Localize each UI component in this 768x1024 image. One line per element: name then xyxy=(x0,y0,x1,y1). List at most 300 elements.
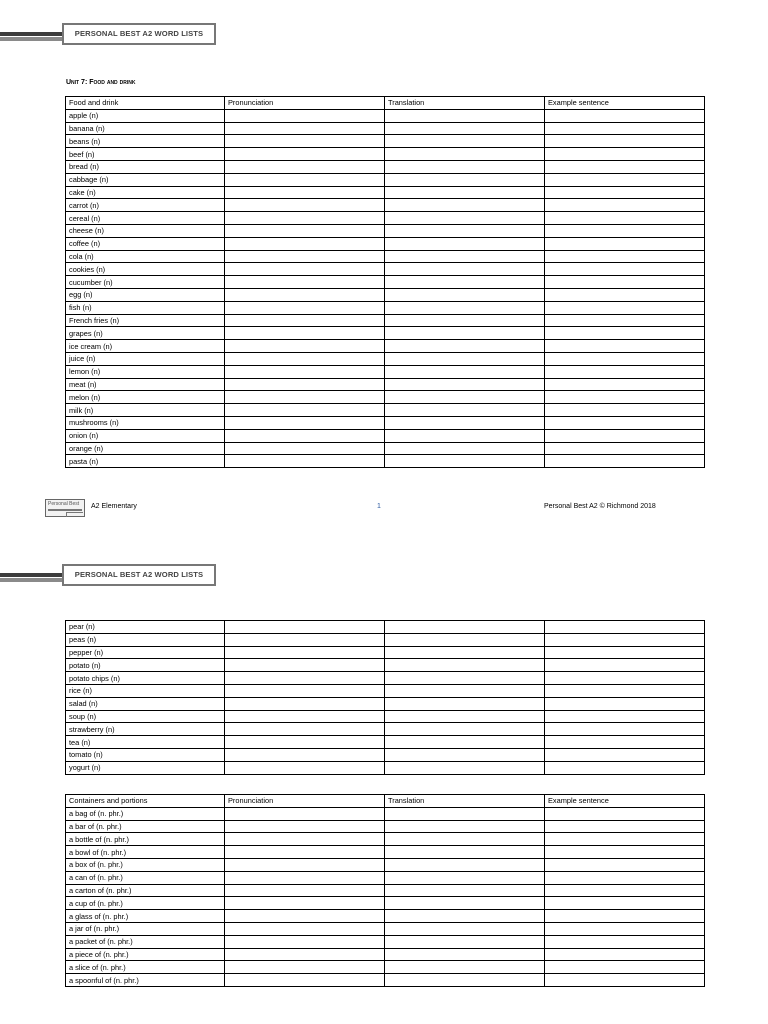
column-header: Containers and portions xyxy=(66,795,225,808)
translation-cell[interactable] xyxy=(385,961,545,974)
translation-cell[interactable] xyxy=(385,301,545,314)
pronunciation-cell[interactable] xyxy=(225,723,385,736)
pronunciation-cell[interactable] xyxy=(225,442,385,455)
translation-cell[interactable] xyxy=(385,212,545,225)
column-header: Food and drink xyxy=(66,97,225,110)
word-cell: strawberry (n) xyxy=(66,723,225,736)
header-title: PERSONAL BEST A2 WORD LISTS xyxy=(62,564,216,586)
table-row xyxy=(66,135,705,148)
pronunciation-cell[interactable] xyxy=(225,710,385,723)
example-sentence-cell[interactable] xyxy=(545,263,705,276)
word-cell: tea (n) xyxy=(66,736,225,749)
translation-cell[interactable] xyxy=(385,974,545,987)
pronunciation-cell[interactable] xyxy=(225,948,385,961)
pronunciation-cell[interactable] xyxy=(225,173,385,186)
table-row xyxy=(66,404,705,417)
table-row xyxy=(66,173,705,186)
word-cell: salad (n) xyxy=(66,697,225,710)
page-footer xyxy=(0,497,768,521)
table-row xyxy=(66,833,705,846)
example-sentence-cell[interactable] xyxy=(545,199,705,212)
footer-level: A2 Elementary xyxy=(91,503,137,510)
pronunciation-cell[interactable] xyxy=(225,621,385,634)
example-sentence-cell[interactable] xyxy=(545,237,705,250)
translation-cell[interactable] xyxy=(385,922,545,935)
pronunciation-cell[interactable] xyxy=(225,846,385,859)
word-cell: potato (n) xyxy=(66,659,225,672)
word-cell: a bottle of (n. phr.) xyxy=(66,833,225,846)
pronunciation-cell[interactable] xyxy=(225,314,385,327)
translation-cell[interactable] xyxy=(385,173,545,186)
pronunciation-cell[interactable] xyxy=(225,288,385,301)
translation-cell[interactable] xyxy=(385,736,545,749)
example-sentence-cell[interactable] xyxy=(545,455,705,468)
pronunciation-cell[interactable] xyxy=(225,212,385,225)
translation-cell[interactable] xyxy=(385,352,545,365)
pronunciation-cell[interactable] xyxy=(225,301,385,314)
translation-cell[interactable] xyxy=(385,858,545,871)
pronunciation-cell[interactable] xyxy=(225,807,385,820)
table-header-row xyxy=(66,795,705,808)
table-row xyxy=(66,288,705,301)
column-header: Pronunciation xyxy=(225,795,385,808)
table-row xyxy=(66,429,705,442)
table-row xyxy=(66,199,705,212)
example-sentence-cell[interactable] xyxy=(545,761,705,774)
table-row xyxy=(66,736,705,749)
word-cell: cake (n) xyxy=(66,186,225,199)
example-sentence-cell[interactable] xyxy=(545,961,705,974)
table-row xyxy=(66,122,705,135)
page1-header xyxy=(0,23,216,45)
example-sentence-cell[interactable] xyxy=(545,697,705,710)
example-sentence-cell[interactable] xyxy=(545,352,705,365)
word-cell: cookies (n) xyxy=(66,263,225,276)
pronunciation-cell[interactable] xyxy=(225,391,385,404)
example-sentence-cell[interactable] xyxy=(545,391,705,404)
translation-cell[interactable] xyxy=(385,761,545,774)
translation-cell[interactable] xyxy=(385,276,545,289)
table-row xyxy=(66,935,705,948)
pronunciation-cell[interactable] xyxy=(225,250,385,263)
pronunciation-cell[interactable] xyxy=(225,429,385,442)
logo-line xyxy=(48,509,82,511)
word-cell: ice cream (n) xyxy=(66,340,225,353)
word-cell: a box of (n. phr.) xyxy=(66,858,225,871)
page2-header xyxy=(0,564,216,586)
table-row xyxy=(66,263,705,276)
translation-cell[interactable] xyxy=(385,148,545,161)
translation-cell[interactable] xyxy=(385,327,545,340)
pronunciation-cell[interactable] xyxy=(225,858,385,871)
table-row xyxy=(66,820,705,833)
translation-cell[interactable] xyxy=(385,109,545,122)
example-sentence-cell[interactable] xyxy=(545,897,705,910)
example-sentence-cell[interactable] xyxy=(545,224,705,237)
translation-cell[interactable] xyxy=(385,160,545,173)
translation-cell[interactable] xyxy=(385,224,545,237)
word-cell: a bar of (n. phr.) xyxy=(66,820,225,833)
word-cell: yogurt (n) xyxy=(66,761,225,774)
translation-cell[interactable] xyxy=(385,884,545,897)
translation-cell[interactable] xyxy=(385,404,545,417)
pronunciation-cell[interactable] xyxy=(225,974,385,987)
table-row xyxy=(66,455,705,468)
word-cell: potato chips (n) xyxy=(66,672,225,685)
pronunciation-cell[interactable] xyxy=(225,922,385,935)
food-and-drink-table xyxy=(65,96,705,468)
translation-cell[interactable] xyxy=(385,455,545,468)
pronunciation-cell[interactable] xyxy=(225,276,385,289)
translation-cell[interactable] xyxy=(385,135,545,148)
pronunciation-cell[interactable] xyxy=(225,684,385,697)
footer-copyright: Personal Best A2 © Richmond 2018 xyxy=(544,503,656,510)
unit-title: Unit 7: Food and drink xyxy=(66,79,136,86)
pronunciation-cell[interactable] xyxy=(225,736,385,749)
table-row xyxy=(66,897,705,910)
example-sentence-cell[interactable] xyxy=(545,871,705,884)
table-row xyxy=(66,391,705,404)
table-row xyxy=(66,212,705,225)
translation-cell[interactable] xyxy=(385,748,545,761)
example-sentence-cell[interactable] xyxy=(545,858,705,871)
pronunciation-cell[interactable] xyxy=(225,378,385,391)
translation-cell[interactable] xyxy=(385,948,545,961)
pronunciation-cell[interactable] xyxy=(225,871,385,884)
word-cell: pepper (n) xyxy=(66,646,225,659)
word-cell: French fries (n) xyxy=(66,314,225,327)
table-row xyxy=(66,301,705,314)
translation-cell[interactable] xyxy=(385,935,545,948)
example-sentence-cell[interactable] xyxy=(545,736,705,749)
word-cell: rice (n) xyxy=(66,684,225,697)
word-cell: a bowl of (n. phr.) xyxy=(66,846,225,859)
pronunciation-cell[interactable] xyxy=(225,748,385,761)
example-sentence-cell[interactable] xyxy=(545,250,705,263)
word-cell: a cup of (n. phr.) xyxy=(66,897,225,910)
pronunciation-cell[interactable] xyxy=(225,897,385,910)
table-row xyxy=(66,365,705,378)
table-row xyxy=(66,748,705,761)
translation-cell[interactable] xyxy=(385,186,545,199)
word-cell: onion (n) xyxy=(66,429,225,442)
column-header: Translation xyxy=(385,795,545,808)
page-number: 1 xyxy=(377,503,381,510)
table-row xyxy=(66,148,705,161)
table-row xyxy=(66,224,705,237)
pronunciation-cell[interactable] xyxy=(225,455,385,468)
word-cell: grapes (n) xyxy=(66,327,225,340)
word-cell: pasta (n) xyxy=(66,455,225,468)
containers-portions-table xyxy=(65,794,705,987)
translation-cell[interactable] xyxy=(385,365,545,378)
translation-cell[interactable] xyxy=(385,807,545,820)
translation-cell[interactable] xyxy=(385,871,545,884)
translation-cell[interactable] xyxy=(385,250,545,263)
table-row xyxy=(66,974,705,987)
example-sentence-cell[interactable] xyxy=(545,974,705,987)
pronunciation-cell[interactable] xyxy=(225,327,385,340)
table-row xyxy=(66,646,705,659)
example-sentence-cell[interactable] xyxy=(545,846,705,859)
table-row xyxy=(66,160,705,173)
table-row xyxy=(66,761,705,774)
pronunciation-cell[interactable] xyxy=(225,148,385,161)
translation-cell[interactable] xyxy=(385,199,545,212)
pronunciation-cell[interactable] xyxy=(225,135,385,148)
pronunciation-cell[interactable] xyxy=(225,935,385,948)
example-sentence-cell[interactable] xyxy=(545,684,705,697)
word-cell: juice (n) xyxy=(66,352,225,365)
word-cell: egg (n) xyxy=(66,288,225,301)
table-row xyxy=(66,684,705,697)
word-cell: peas (n) xyxy=(66,633,225,646)
table-row xyxy=(66,442,705,455)
table-row xyxy=(66,276,705,289)
table-row xyxy=(66,659,705,672)
translation-cell[interactable] xyxy=(385,820,545,833)
logo-text: Personal Best xyxy=(48,501,80,507)
translation-cell[interactable] xyxy=(385,684,545,697)
example-sentence-cell[interactable] xyxy=(545,109,705,122)
translation-cell[interactable] xyxy=(385,263,545,276)
example-sentence-cell[interactable] xyxy=(545,748,705,761)
logo-shape xyxy=(66,512,83,517)
example-sentence-cell[interactable] xyxy=(545,276,705,289)
word-cell: a can of (n. phr.) xyxy=(66,871,225,884)
example-sentence-cell[interactable] xyxy=(545,646,705,659)
word-cell: a slice of (n. phr.) xyxy=(66,961,225,974)
example-sentence-cell[interactable] xyxy=(545,122,705,135)
column-header: Translation xyxy=(385,97,545,110)
example-sentence-cell[interactable] xyxy=(545,160,705,173)
word-cell: a bag of (n. phr.) xyxy=(66,807,225,820)
pronunciation-cell[interactable] xyxy=(225,646,385,659)
pronunciation-cell[interactable] xyxy=(225,186,385,199)
example-sentence-cell[interactable] xyxy=(545,621,705,634)
pronunciation-cell[interactable] xyxy=(225,160,385,173)
translation-cell[interactable] xyxy=(385,442,545,455)
table-row xyxy=(66,633,705,646)
translation-cell[interactable] xyxy=(385,710,545,723)
word-cell: beans (n) xyxy=(66,135,225,148)
table-row xyxy=(66,250,705,263)
word-cell: cabbage (n) xyxy=(66,173,225,186)
pronunciation-cell[interactable] xyxy=(225,365,385,378)
food-continued-table xyxy=(65,620,705,775)
table-row xyxy=(66,910,705,923)
table-row xyxy=(66,871,705,884)
example-sentence-cell[interactable] xyxy=(545,659,705,672)
pronunciation-cell[interactable] xyxy=(225,199,385,212)
table-row xyxy=(66,807,705,820)
example-sentence-cell[interactable] xyxy=(545,633,705,646)
translation-cell[interactable] xyxy=(385,897,545,910)
example-sentence-cell[interactable] xyxy=(545,135,705,148)
translation-cell[interactable] xyxy=(385,340,545,353)
translation-cell[interactable] xyxy=(385,723,545,736)
example-sentence-cell[interactable] xyxy=(545,922,705,935)
translation-cell[interactable] xyxy=(385,633,545,646)
word-cell: pear (n) xyxy=(66,621,225,634)
word-cell: carrot (n) xyxy=(66,199,225,212)
word-cell: coffee (n) xyxy=(66,237,225,250)
table-row xyxy=(66,884,705,897)
word-cell: a glass of (n. phr.) xyxy=(66,910,225,923)
translation-cell[interactable] xyxy=(385,288,545,301)
example-sentence-cell[interactable] xyxy=(545,404,705,417)
pronunciation-cell[interactable] xyxy=(225,224,385,237)
example-sentence-cell[interactable] xyxy=(545,710,705,723)
word-cell: lemon (n) xyxy=(66,365,225,378)
example-sentence-cell[interactable] xyxy=(545,173,705,186)
column-header: Pronunciation xyxy=(225,97,385,110)
example-sentence-cell[interactable] xyxy=(545,378,705,391)
translation-cell[interactable] xyxy=(385,646,545,659)
header-bar-light xyxy=(0,37,64,41)
example-sentence-cell[interactable] xyxy=(545,429,705,442)
table-row xyxy=(66,697,705,710)
header-bar-dark xyxy=(0,32,64,36)
example-sentence-cell[interactable] xyxy=(545,723,705,736)
word-cell: fish (n) xyxy=(66,301,225,314)
word-cell: banana (n) xyxy=(66,122,225,135)
word-cell: tomato (n) xyxy=(66,748,225,761)
example-sentence-cell[interactable] xyxy=(545,340,705,353)
pronunciation-cell[interactable] xyxy=(225,672,385,685)
example-sentence-cell[interactable] xyxy=(545,327,705,340)
example-sentence-cell[interactable] xyxy=(545,212,705,225)
example-sentence-cell[interactable] xyxy=(545,833,705,846)
table-row xyxy=(66,314,705,327)
table-row xyxy=(66,378,705,391)
word-cell: cheese (n) xyxy=(66,224,225,237)
example-sentence-cell[interactable] xyxy=(545,186,705,199)
example-sentence-cell[interactable] xyxy=(545,288,705,301)
header-bar-light xyxy=(0,578,64,582)
pronunciation-cell[interactable] xyxy=(225,340,385,353)
pronunciation-cell[interactable] xyxy=(225,761,385,774)
header-title: PERSONAL BEST A2 WORD LISTS xyxy=(62,23,216,45)
example-sentence-cell[interactable] xyxy=(545,884,705,897)
translation-cell[interactable] xyxy=(385,621,545,634)
translation-cell[interactable] xyxy=(385,659,545,672)
pronunciation-cell[interactable] xyxy=(225,404,385,417)
table-row xyxy=(66,948,705,961)
example-sentence-cell[interactable] xyxy=(545,365,705,378)
header-bar-dark xyxy=(0,573,64,577)
example-sentence-cell[interactable] xyxy=(545,948,705,961)
word-cell: a packet of (n. phr.) xyxy=(66,935,225,948)
translation-cell[interactable] xyxy=(385,672,545,685)
pronunciation-cell[interactable] xyxy=(225,122,385,135)
translation-cell[interactable] xyxy=(385,416,545,429)
translation-cell[interactable] xyxy=(385,122,545,135)
example-sentence-cell[interactable] xyxy=(545,820,705,833)
table-row xyxy=(66,858,705,871)
translation-cell[interactable] xyxy=(385,429,545,442)
personal-best-logo xyxy=(45,499,85,517)
pronunciation-cell[interactable] xyxy=(225,109,385,122)
table-row xyxy=(66,922,705,935)
example-sentence-cell[interactable] xyxy=(545,301,705,314)
word-cell: a piece of (n. phr.) xyxy=(66,948,225,961)
pronunciation-cell[interactable] xyxy=(225,697,385,710)
table-row xyxy=(66,340,705,353)
example-sentence-cell[interactable] xyxy=(545,442,705,455)
word-cell: a jar of (n. phr.) xyxy=(66,922,225,935)
table-row xyxy=(66,237,705,250)
example-sentence-cell[interactable] xyxy=(545,416,705,429)
example-sentence-cell[interactable] xyxy=(545,910,705,923)
pronunciation-cell[interactable] xyxy=(225,237,385,250)
table-header-row xyxy=(66,97,705,110)
example-sentence-cell[interactable] xyxy=(545,672,705,685)
word-cell: a spoonful of (n. phr.) xyxy=(66,974,225,987)
table-row xyxy=(66,186,705,199)
table-row xyxy=(66,961,705,974)
word-cell: beef (n) xyxy=(66,148,225,161)
table-row xyxy=(66,352,705,365)
table-row xyxy=(66,723,705,736)
column-header: Example sentence xyxy=(545,795,705,808)
word-cell: meat (n) xyxy=(66,378,225,391)
word-cell: a carton of (n. phr.) xyxy=(66,884,225,897)
translation-cell[interactable] xyxy=(385,378,545,391)
pronunciation-cell[interactable] xyxy=(225,659,385,672)
word-cell: apple (n) xyxy=(66,109,225,122)
table-row xyxy=(66,621,705,634)
word-cell: cola (n) xyxy=(66,250,225,263)
pronunciation-cell[interactable] xyxy=(225,961,385,974)
table-row xyxy=(66,416,705,429)
pronunciation-cell[interactable] xyxy=(225,884,385,897)
pronunciation-cell[interactable] xyxy=(225,820,385,833)
word-cell: mushrooms (n) xyxy=(66,416,225,429)
word-cell: cucumber (n) xyxy=(66,276,225,289)
example-sentence-cell[interactable] xyxy=(545,935,705,948)
table-row xyxy=(66,109,705,122)
word-cell: melon (n) xyxy=(66,391,225,404)
example-sentence-cell[interactable] xyxy=(545,807,705,820)
example-sentence-cell[interactable] xyxy=(545,148,705,161)
word-cell: cereal (n) xyxy=(66,212,225,225)
translation-cell[interactable] xyxy=(385,833,545,846)
table-row xyxy=(66,710,705,723)
pronunciation-cell[interactable] xyxy=(225,263,385,276)
word-cell: orange (n) xyxy=(66,442,225,455)
column-header: Example sentence xyxy=(545,97,705,110)
translation-cell[interactable] xyxy=(385,846,545,859)
word-cell: bread (n) xyxy=(66,160,225,173)
translation-cell[interactable] xyxy=(385,910,545,923)
pronunciation-cell[interactable] xyxy=(225,910,385,923)
pronunciation-cell[interactable] xyxy=(225,633,385,646)
word-cell: milk (n) xyxy=(66,404,225,417)
example-sentence-cell[interactable] xyxy=(545,314,705,327)
table-row xyxy=(66,846,705,859)
translation-cell[interactable] xyxy=(385,314,545,327)
pronunciation-cell[interactable] xyxy=(225,833,385,846)
translation-cell[interactable] xyxy=(385,391,545,404)
translation-cell[interactable] xyxy=(385,237,545,250)
pronunciation-cell[interactable] xyxy=(225,352,385,365)
table-row xyxy=(66,672,705,685)
translation-cell[interactable] xyxy=(385,697,545,710)
table-row xyxy=(66,327,705,340)
word-cell: soup (n) xyxy=(66,710,225,723)
pronunciation-cell[interactable] xyxy=(225,416,385,429)
